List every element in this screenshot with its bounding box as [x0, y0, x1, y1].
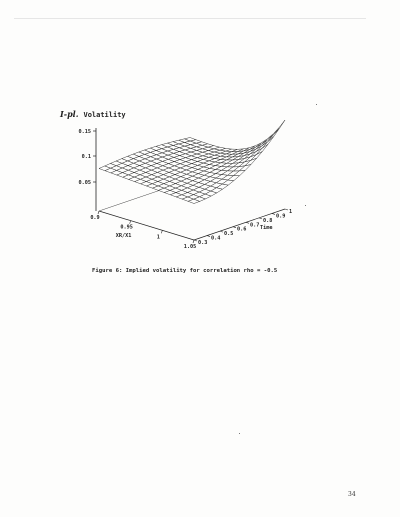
time-tick — [285, 209, 288, 210]
moneyness-tick-label: 1 — [156, 234, 160, 241]
moneyness-tick-label: 0.95 — [120, 224, 133, 231]
time-tick-label: 0.4 — [211, 235, 221, 242]
time-tick-label: 0.6 — [237, 226, 247, 233]
time-tick — [272, 213, 275, 214]
time-tick — [207, 236, 210, 237]
moneyness-axis-line — [99, 211, 194, 240]
time-tick — [246, 222, 249, 223]
time-tick-label: 0.3 — [198, 240, 208, 246]
time-axis-label: Time — [260, 224, 273, 231]
time-tick-label: 1 — [289, 209, 293, 215]
volatility-tick-label: 0.15 — [78, 129, 91, 135]
moneyness-tick — [130, 221, 131, 224]
surface-mesh-cell — [273, 120, 285, 135]
volatility-tick-label: 0.05 — [78, 180, 91, 186]
moneyness-tick-label: 1.05 — [183, 244, 197, 250]
surface-mesh-cell — [268, 129, 280, 142]
time-tick-label: 0.9 — [276, 213, 286, 220]
time-tick-label: 0.5 — [224, 231, 234, 238]
time-tick-label: 0.7 — [250, 222, 260, 229]
time-tick — [220, 231, 223, 232]
moneyness-tick — [98, 211, 99, 214]
moneyness-tick-label: 0.9 — [90, 215, 100, 221]
volatility-tick-label: 0.1 — [81, 154, 91, 160]
handwritten-annotation: I-pl. — [60, 109, 79, 119]
time-tick — [233, 227, 236, 228]
time-tick-label: 0.8 — [263, 217, 273, 224]
time-tick — [194, 240, 197, 241]
page-number: 34 — [348, 491, 356, 498]
time-tick — [259, 218, 262, 219]
volatility-axis-label: Volatility — [83, 111, 126, 119]
moneyness-axis-label: XR/X1 — [115, 233, 132, 240]
surface-mesh-cell — [267, 128, 279, 140]
moneyness-tick — [161, 230, 162, 233]
moneyness-tick — [193, 240, 194, 243]
figure-caption: Figure 6: Implied volatility for correlation rho = -0.5 — [92, 268, 278, 274]
